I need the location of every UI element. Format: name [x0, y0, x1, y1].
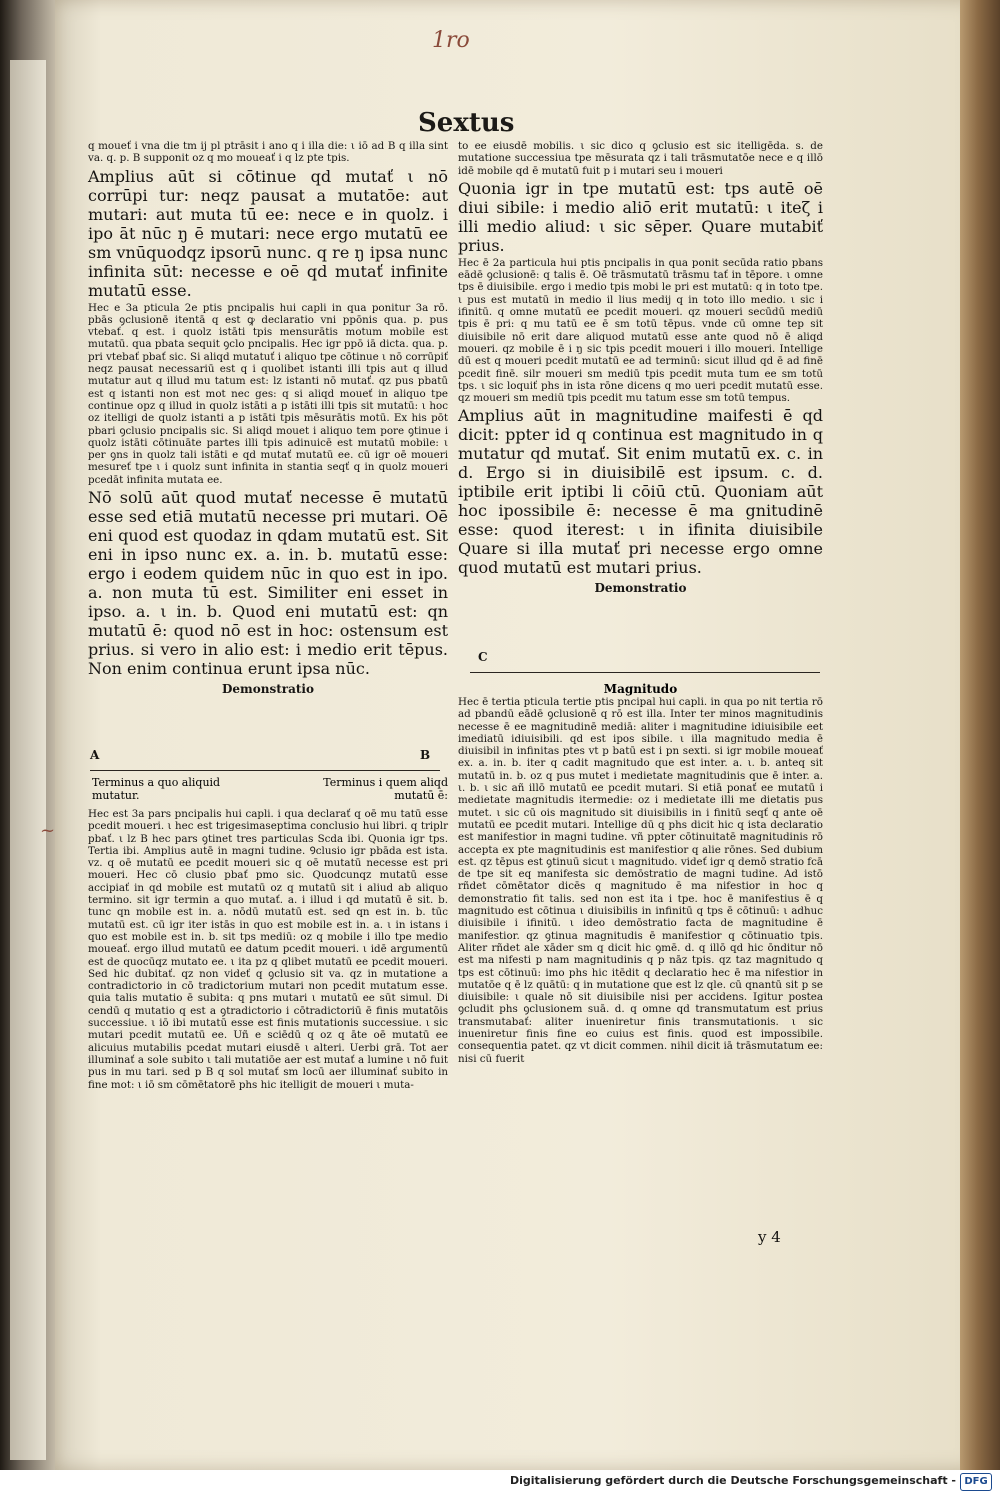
paragraph: Nō solū aūt quod mutať necesse ē mutatū esse sed etiā mutatū necesse pri mutari. Oē eni quod est quodaz in qdam mutatū est. Sit eni in ipso nunc ex. a. in. b. mutatū esse: ergo i eodem quidem nūc in quo est in ipo. a. non muta tū est. Similiter eni esset in ipso. a. ι in. b. Quod eni mutatū est: qn mutatū ē: quod nō est in hoc: ostensum est prius. si vero in alio est: i medio erit tēpus. Non enim continua erunt ipsa nūc. — [88, 488, 448, 679]
paragraph: Hec ē 2a particula hui ptis pncipalis in qua ponit secūda ratio pbans eādē ꝯclusionē: q talis ē. Oē trāsmutatū trāsmu tať in tēpore. ι omne tps ē diuisibile. ergo i medio tpis mobi le pri est mutatū: q in toto tpe. ι pus est mutatū in medio il lius medij q in toto illo medio. ι sic i ifinitū. q omne mutatū ee pcedit moueri. qz moueri secūdū mediū tpis ē pri: q mu tatū ee ē sm totū tēpus. vnde cū omne tep sit diuisibile nō erit dare aliquod mutatū esse ante quod nō ē aliqd moueri. qz mobile ē i ŋ sic tpis pcedit moueri i illo moueri. Intellige dū est q moueri pcedit mutatū ee ad terminū: sicut illud qd ē ad finē pcedit finē. silr moueri sm mediū tpis pcedit muta tum ee sm totū tps. ι sic loquiť phs in ista rōne dicens q mo ueri pcedit mutatū esse. qz moueri sm mediū tpis pcedit mu tatum esse sm totū tempus. — [458, 256, 823, 405]
diagram-label-c: C — [478, 650, 488, 664]
left-column-bottom — [88, 808, 448, 1093]
terminus-ad-quem: Terminus i quem aliqd mutatū ē: — [323, 776, 448, 802]
col2-commentary-a — [458, 257, 823, 405]
terminus-a-quo: Terminus a quo aliquid mutatur. — [92, 776, 221, 802]
col2-text-block-b — [458, 406, 823, 577]
left-column-top — [88, 140, 448, 700]
signature-mark: y 4 — [758, 1228, 781, 1246]
running-head: Sextus — [418, 108, 515, 138]
right-column-top — [458, 140, 823, 599]
paragraph: Hec est 3a pars pncipalis hui capli. i qua declarať q oē mu tatū esse pcedit moueri. ι hec est trigesimaseptima conclusio hui libri. q triplr pbať. ι lz B hec pars ꝯtinet tres particulas Scda ibi. Quonia igr tps. Tertia ibi. Amplius autē in magni tudine. Ꝯclusio igr pbāda est ista. vz. q oē mutatū ee pcedit moueri sic q oē mutatū necesse est pri moueri. Hec cō clusio pbať pmo sic. Quodcunqz mutatū esse accipiať in qd mobile est mutatū oz q mutatū sit i aliud ab aliquo termino. sit igr termin a quo mutať. a. i illud i qd mutatū ē sit. b. tunc qn mobile est in. a. nōdū mutatū est. sed qn est in. b. tūc mutatū est. cū igr iter istās in quo est mobile est in. a. ι in istans i quo est mobile est in. b. sit tps mediū: oz q mobile i illo tpe medio moueať. ergo illud mutatū ee datum pcedit moueri. ι idē argumentū est de quocūqz mutato ee. ι ita pz q qlibet mutatū ee pcedit moueri. Sed hic dubitať. qz non videť q ꝯclusio sit va. qz in mutatione a contradictorio in cō tradictorium mutari non pcedit mutatum esse. quia talis mutatio ē subita: q pns mutari ι mutatū ee sūt simul. Di cendū q mutatio q est a ꝯtradictorio i cōtradictoriū ē finis mutatōis successiue. ι iō ibi mutatū esse est finis mutationis successiue. ι sic mutari pcedit mutatū ee. Uñ e sciēdū q oz q āte oē mutatū ee alicuius mutabilis pcedat mutari eiusdē ι alteri. Uerbi grā. Tot aer illuminať a sole subito ι tali mutatiōe aer est mutať a lumine ι nō fuit pus in mu tari. sed p B q sol mutať sm locū aer illuminať subito in fine mot: ι iō sm cōmētatorē phs hic itelligit de moueri ι muta- — [88, 808, 448, 1091]
handwritten-margin-mark: ~ — [40, 820, 56, 841]
diagram-label-b: B — [420, 748, 431, 762]
paragraph: Hec ē tertia pticula tertie ptis pncipal hui capli. in qua po nit tertia rō ad pbandū eādē ꝯclusionē q rō est illa. Inter ter minos magnitudinis necesse ē ee magnitudinē mediā: aliter i magnitudine idiuisibile eet imediatū idiuisibili. qd est ipos sibile. ι illa magnitudo media ē diuisibil in infinitas ptes vt p batū est i pn sexti. si igr mobile moueať ex. a. in. b. iter q cadit magnitudo que est inter. a. ι. b. anteq sit mutatū in. b. oz q pus mutet i medietate magnitudinis que ē inter. a. ι. b. ι sic añ illō mutatū ee pcedit mutari. Si etiā ponať ee mutatū i medietate magnitudis itermedie: oz i medietate illi me dietatis pus mutet. ι sic cū ois magnitudo sit diuisibilis in i finitū seqť q ante oē mutatū ee pcedit mutari. Intellige dū q phs dicit hic q ista declaratio est manifestior in magni tudine. vñ ppter cōtinuitatē magnitudinis rō accepta ex pte magnitudinis est manifestior q alie rōnes. Sed dubium est. qz tēpus est ꝯtinuū sicut ι magnitudo. videť igr q demō stratio fcā de tpe sit eq manifesta sic demōstratio de magni tudine. Ad istō rñdet cōmētator dicēs q magnitudo ē ma nifestior in hoc q demonstratio fit talis. sed non est ita i tpe. hoc ē manifestius ē q magnitudo est cōtinua ι diuisibilis in infinitū q tps ē cōtinuū: ι adhuc diuisibile i ifinitū. ι ideo demōstratio facta de magnitudine ē manifestior. qz ꝯtinua magnitudis ē manifestior q cōtinuatio tpis. Aliter rñdet ale xāder sm q dicit hic ꝯmē. d. q illō qd hic ōnditur nō est ma nifesti p nam magnitudinis q p nāz tpis. qz taz magnitudo q tps est cōtinuū: imo phs hic itēdit q declaratio hec ē ma nifestior in mutatōe q ē lz quātū: q in mutatione que est lz qle. cū qnantū sit p se diuisibile: ι quale nō sit diuisibile nisi per accidens. Igitur postea ꝯcludit phs ꝯclusionem suā. d. q omne qd transmutatum est prius transmutabať: aliter inueniretur finis transmutationis. ι sic inueniretur finis fine eo cuius est finis. quod est impossibile. consequentia patet. qz vt dicit commen. nihil dicit iā trāsmutatum ee: nisi cū fuerit — [458, 696, 824, 1065]
col1-text-block-a — [88, 167, 448, 300]
magnitudo-label: Magnitudo — [603, 682, 678, 696]
paragraph: to ee eiusdē mobilis. ι sic dico q ꝯclusio est sic itelligēda. s. de mutatione successiua tpe mēsurata qz i tali trāsmutatōe nece e q illō idē mobile qd ē mutatū fuit p i mutari seu i moueri — [458, 140, 823, 177]
paragraph: Hec e 3a pticula 2e ptis pncipalis hui capli in qua ponitur 3a rō. pbās ꝯclusionē itentā q est ꝙ declaratio vni ppōnis qua. p. pus vtebať. q est. i quolz istāti tpis mensurātis motum mobile est mutatū. qua pbata sequit ꝯclo pncipalis. Hec igr ppō iā dicta. qua. p. pri vtebať pbať sic. Si aliqd mutatuť i aliquo tpe cōtinue ι nō corrūpiť neqz pausat necessariū est q i quolibet istanti illi tpis aut q illud mutatur aut q illud mu tatum est: lz istanti nō mutať. qz pus pbatū est q istanti non est mot nec ges: q si aliqd moueť in aliquo tpe continue opz q illud in quolz istāti a p istāti illi tpis sit mutatū: ι hoc oz itelligi de quolz istanti a p istāti tpis mēsurātis motū. Ex his pōt pbari ꝯclusio pncipalis sic. Si aliqd mouet i aliquo tem pore ꝯtinue i quolz istāti cōtinuāte partes illi tpis adinuicē est mutatū mobile: ι per ꝯns in quolz tali istāti e qd mutať mutatū ee. cū igr oē moueri mesureť tpe ι i quolz sunt infinita in stantia seqť q in quolz moueri pcedāt infinita mutata ee. — [88, 301, 448, 486]
col2-top-text — [458, 140, 823, 177]
page-stack-edge — [960, 0, 1000, 1470]
paragraph: Amplius aūt in magnitudine maifesti ē qd dicit: ppter id q continua est magnitudo in q mutatur qd mutať. Sit enim mutatū ex. c. in d. Ergo si in diuisibilē est ipsum. c. d. iptibile erit iptibi li cōiū ctū. Quoniam aūt hoc ipossibile ē: necesse ē ma gnitudinē esse: quod iterest: ι in ifinita diuisibile Quare si illa mutať pri necesse ergo omne quod mutatū est mutari prius. — [458, 406, 823, 578]
col1-text-block-b — [88, 488, 448, 678]
diagram-line-ab — [90, 770, 440, 771]
margin-folio-mark: 1ro — [432, 28, 470, 53]
facing-page-edge — [10, 60, 46, 1460]
paragraph: Quonia igr in tpe mutatū est: tps autē oē diui sibile: i medio aliō erit mutatū: ι iteζ i illi medio aliud: ι sic sēper. Quare mutabiť prius. — [458, 178, 823, 255]
footer-credit: Digitalisierung gefördert durch die Deutsche Forschungsgemeinschaft - — [509, 1474, 956, 1487]
demonstratio-heading: Demonstratio — [594, 581, 687, 596]
demonstratio-heading: Demonstratio — [222, 682, 314, 697]
col2-text-block-a — [458, 179, 823, 255]
dfg-logo: DFG — [960, 1473, 992, 1491]
paragraph: q moueť i vna die tm ij pl ptrāsit i ano q i illa die: ι iō ad B q illa sint va. q. p. B supponit oz q mo moueať i q lz pte tpis. — [88, 140, 448, 165]
right-column-bottom — [458, 696, 823, 1067]
col1-top-text — [88, 140, 448, 165]
diagram-line-cd — [470, 672, 820, 673]
diagram-label-a: A — [90, 748, 100, 762]
col1-commentary-a — [88, 302, 448, 486]
paragraph: Amplius aūt si cōtinue qd mutať ι nō corrūpi tur: neqz pausat a mutatōe: aut mutari: aut muta tū ee: nece e in quolz. i ipo āt nūc ŋ ē mutari: nece ergo mutatū ee sm vnūquodqz ipsorū nunc. q re ŋ ipsa nunc infinita sūt: necesse e oē qd mutať infinite mutatū esse. — [88, 166, 448, 300]
